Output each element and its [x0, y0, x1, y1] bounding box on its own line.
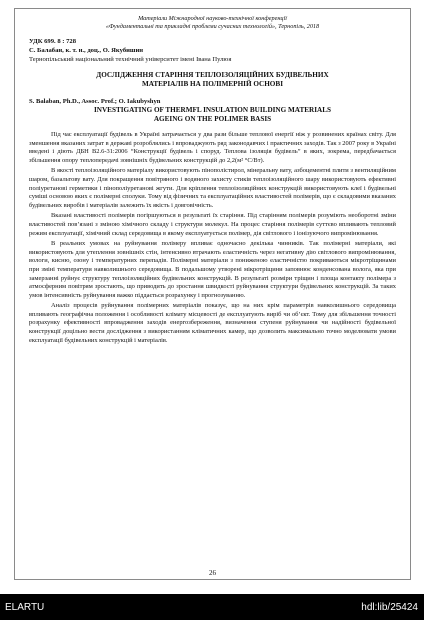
paragraph: В реальних умовах на руйнування полімеру впливає одночасно декілька чинників. Так полімерні матеріали, які використовують для утеплення зовнішніх стін, інтенсивно втрачають еластичність через негативну дію світлового випромінювання, вологи, кисню, озону і температурних перепадів. Полімерні матеріали з пониженою еластичністю покриваються мікротріщинами при зміні температури навколишнього середовища. В подальшому утворені мікротріщини заповнює конденсована волога, яка при замерзанні руйнує структуру теплоізоляційних будівельних конструкцій. В результаті розміри тріщин і площа контакту полімера з атмосферним повітрям зростають, що приводить до зростання швидкості руйнування структури будівельних конструкцій. За таких умов інтенсивність руйнування важко піддається розрахунку і прогнозуванню.: [29, 240, 396, 299]
conference-line-1: Матеріали Міжнародної науково-технічної конференції: [138, 15, 287, 22]
title-english-line-1: INVESTIGATING OF THERMFL INSULATION BUILDING MATERIALS: [93, 106, 332, 114]
title-ukrainian: [29, 71, 396, 89]
paragraph: Аналіз процесів руйнування полімерних матеріалів показує, що на них крім параметрів навколишнього середовища впливають географічна положення і особливості клімату місцевості де експлуатують виріб чи об’єкт. Тому для збільшення точності розрахунку ефективності впровадження заходів енергозбереження, визначення ступеня руйнування чи надійності будівельної конструкції доцільно вести дослідження з використанням кліматичних камер, що дозволить максимально точно моделювати умови експлуатації будівельних конструкцій і матеріалів.: [29, 302, 396, 344]
body-text: [29, 131, 396, 345]
footer-bar: [0, 594, 424, 620]
document-page: [14, 8, 411, 580]
paragraph: Під час експлуатації будівель в Україні затрачається у два рази більше теплової енергії ніж у розвинених країнах світу. Для зменшення вказаних затрат в державі розроблялись і впроваджують ряд законодавчих і практичних заходів. Так з 2007 року в Україні введені і діють ДБН В2.6-31:2006 “Конструкції будівель і споруд. Теплова ізоляція будівель” в яких, зокрема, передбачається збільшення опору теплопередачі зовнішніх будівельних конструкцій до 2,2(м² °С/Вт).: [29, 131, 396, 164]
udk-code: УДК 699. 8 : 728: [29, 38, 77, 45]
handle-identifier: hdl:lib/25424: [361, 602, 418, 613]
repository-name: ELARTU: [5, 602, 45, 613]
conference-header: [29, 15, 396, 31]
page-number: 26: [209, 569, 216, 577]
paragraph: В якості теплоізоляційного матеріалу використовують пінополістирол, мінеральну вату, азбоцементні плити з вентиляційним шаром, базальтову вату. Для покращення повітряного і водяного захисту стиків теплоізоляційного шару використовують ефективні поліуретанові герметики і пінополіуретанові жгути. Для кріплення теплоізоляційних конструкцій використовують клеї і будівельні суміші основою яких є полімерні сполуки. Тому від фізичних та експлуатаційних властивостей полімерів, що є складовими вказаних будівельних виробів і матеріалів залежить їх якість і довговічність.: [29, 167, 396, 209]
authors-ukrainian: С. Балабан, к. т. н., доц., О. Якубишин: [29, 47, 144, 54]
affiliation: Тернопільський національний технічний університет імені Івана Пулюя: [29, 56, 232, 63]
paragraph: Вказані властивості полімерів погіршуються в результаті їх старіння. Під старінням полімерів розуміють необоротні зміни властивостей пов’язані з зміною хімічного складу і структури молекул. На процес старіння полімерів суттєво впливають тепловий режим експлуатації, хімічний склад середовища в якому експлуатується полімер, дія світлового і іонізуючого випромінювання.: [29, 212, 396, 237]
title-english: [29, 106, 396, 124]
conference-line-2: «Фундаментальні та прикладні проблеми сучасних технологій», Тернопіль, 2018: [105, 23, 320, 30]
page-content: [29, 15, 396, 347]
title-english-line-2: AGEING ON THE POLIMER BASIS: [153, 115, 272, 123]
authors-english: S. Balaban, Ph.D., Assoc. Prof.; O. Iakubyshyn: [29, 98, 161, 105]
title-ukrainian-line-1: ДОСЛІДЖЕННЯ СТАРІННЯ ТЕПЛОІЗОЛЯЦІЙНИХ БУДІВЕЛЬНИХ: [96, 71, 329, 79]
title-ukrainian-line-2: МАТЕРІАЛІВ НА ПОЛІМЕРНІЙ ОСНОВІ: [142, 80, 283, 88]
